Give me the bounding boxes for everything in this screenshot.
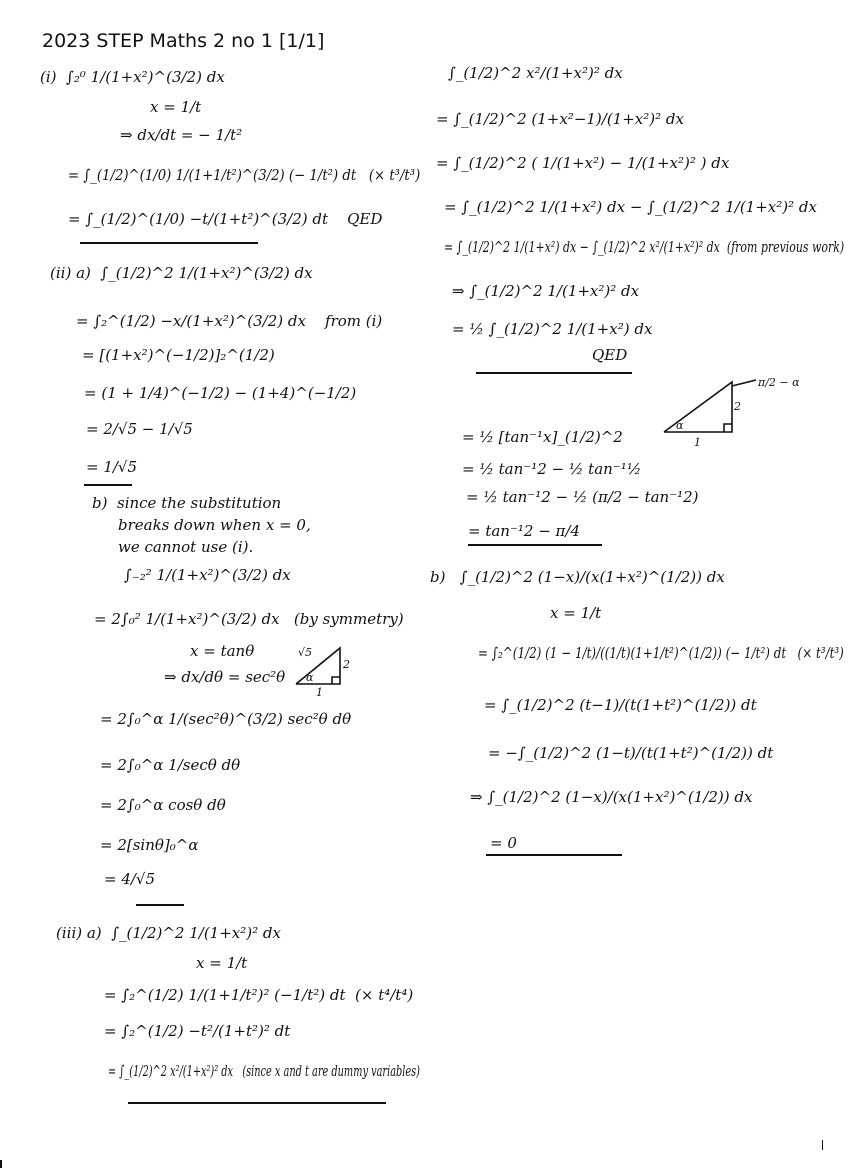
line-r3-2: = ∫₂^(1/2) (1 − 1/t)/((1/t)(1+1/t²)^(1/2)) (− 1/t²) dt (× t³/t³) — [478, 644, 844, 662]
line-l3a-4: = ∫_(1/2)^2 x²/(1+x²)² dx (since x and t are dummy variables) — [108, 1062, 421, 1080]
line-l1-4: = ∫_(1/2)^(1/0) −t/(1+t²)^(3/2) dt QED — [68, 210, 383, 228]
line-r1-3: = ∫_(1/2)^2 1/(1+x²) dx − ∫_(1/2)^2 1/(1+x²)² dx — [444, 198, 817, 216]
line-l1-2: ⇒ dx/dt = − 1/t² — [120, 126, 243, 144]
scan-mark-right — [822, 1140, 823, 1150]
line-l2b-8: = 2∫₀^α 1/secθ dθ — [100, 756, 241, 774]
line-l1-0: (i) ∫₂⁰ 1/(1+x²)^(3/2) dx — [40, 68, 225, 86]
line-l1-3: = ∫_(1/2)^(1/0) 1/(1+1/t²)^(3/2) (− 1/t²) dt (× t³/t³) — [68, 166, 421, 184]
line-r1-7: QED — [592, 346, 628, 364]
line-l2b-11: = 4/√5 — [104, 870, 156, 888]
line-l2a-4: = 2/√5 − 1/√5 — [86, 420, 193, 438]
line-r3-4: = −∫_(1/2)^2 (1−t)/(t(1+t²)^(1/2)) dt — [488, 744, 774, 762]
line-r3-5: ⇒ ∫_(1/2)^2 (1−x)/(x(1+x²)^(1/2)) dx — [470, 788, 753, 806]
triangle-2-angle-pointer — [732, 380, 756, 386]
triangle-1-adj-label: 1 — [316, 686, 323, 699]
line-r3-3: = ∫_(1/2)^2 (t−1)/(t(1+t²)^(1/2)) dt — [484, 696, 757, 714]
divider-1 — [80, 242, 258, 244]
line-l3a-1: x = 1/t — [196, 954, 248, 972]
triangle-2-outline — [664, 382, 732, 432]
right-triangle-diagram-1 — [292, 644, 352, 699]
line-r3-6: = 0 — [490, 834, 517, 852]
line-l2b-2: we cannot use (i). — [118, 538, 254, 556]
line-l2b-1: breaks down when x = 0, — [118, 516, 311, 534]
page-title: 2023 STEP Maths 2 no 1 [1/1] — [42, 30, 325, 52]
triangle-1-opp-label: 2 — [343, 658, 350, 671]
scan-mark-left — [0, 1160, 2, 1168]
triangle-2-opp-label: 2 — [734, 400, 741, 413]
triangle-2-right-angle — [724, 424, 732, 432]
line-r1-6: = ½ ∫_(1/2)^2 1/(1+x²) dx — [452, 320, 653, 338]
line-r1-2: = ∫_(1/2)^2 ( 1/(1+x²) − 1/(1+x²)² ) dx — [436, 154, 730, 172]
triangle-1-hyp-label: √5 — [298, 646, 313, 659]
divider-5 — [476, 372, 632, 374]
line-l2a-1: = ∫₂^(1/2) −x/(1+x²)^(3/2) dx from (i) — [76, 312, 383, 330]
line-r2-0: = ½ [tan⁻¹x]_(1/2)^2 — [462, 428, 623, 446]
line-r1-0: ∫_(1/2)^2 x²/(1+x²)² dx — [448, 64, 623, 82]
line-l2b-9: = 2∫₀^α cosθ dθ — [100, 796, 226, 814]
line-l2b-4: = 2∫₀² 1/(1+x²)^(3/2) dx (by symmetry) — [94, 610, 404, 628]
line-r1-4: = ∫_(1/2)^2 1/(1+x²) dx − ∫_(1/2)^2 x²/(1+x²)² dx (from previous work) — [444, 238, 845, 256]
line-l2a-5: = 1/√5 — [86, 458, 138, 476]
triangle-2-angle-top-label: π/2 − α — [758, 376, 800, 389]
divider-7 — [486, 854, 622, 856]
divider-6 — [468, 544, 602, 546]
line-l2b-5: x = tanθ — [190, 642, 255, 660]
triangle-1-angle-label: α — [306, 671, 314, 684]
line-l1-1: x = 1/t — [150, 98, 202, 116]
line-l2a-3: = (1 + 1/4)^(−1/2) − (1+4)^(−1/2) — [84, 384, 357, 402]
right-triangle-diagram-2 — [660, 376, 810, 449]
line-r3-0: b) ∫_(1/2)^2 (1−x)/(x(1+x²)^(1/2)) dx — [430, 568, 725, 586]
line-l2b-6: ⇒ dx/dθ = sec²θ — [164, 668, 286, 686]
line-l3a-3: = ∫₂^(1/2) −t²/(1+t²)² dt — [104, 1022, 291, 1040]
triangle-2-adj-label: 1 — [694, 436, 701, 449]
line-l2b-3: ∫₋₂² 1/(1+x²)^(3/2) dx — [124, 566, 291, 584]
divider-4 — [128, 1102, 386, 1104]
line-l2b-7: = 2∫₀^α 1/(sec²θ)^(3/2) sec²θ dθ — [100, 710, 352, 728]
line-l2a-2: = [(1+x²)^(−1/2)]₂^(1/2) — [82, 346, 275, 364]
divider-3 — [136, 904, 184, 906]
line-r2-1: = ½ tan⁻¹2 − ½ tan⁻¹½ — [462, 460, 642, 478]
line-l3a-0: (iii) a) ∫_(1/2)^2 1/(1+x²)² dx — [56, 924, 281, 942]
line-l2b-10: = 2[sinθ]₀^α — [100, 836, 199, 854]
line-r2-3: = tan⁻¹2 − π/4 — [468, 522, 581, 540]
line-r1-5: ⇒ ∫_(1/2)^2 1/(1+x²)² dx — [452, 282, 640, 300]
line-r2-2: = ½ tan⁻¹2 − ½ (π/2 − tan⁻¹2) — [466, 488, 699, 506]
triangle-2-angle-label: α — [676, 419, 684, 432]
line-l2b-0: b) since the substitution — [92, 494, 282, 512]
line-r3-1: x = 1/t — [550, 604, 602, 622]
line-l2a-0: (ii) a) ∫_(1/2)^2 1/(1+x²)^(3/2) dx — [50, 264, 313, 282]
line-l3a-2: = ∫₂^(1/2) 1/(1+1/t²)² (−1/t²) dt (× t⁴/t⁴) — [104, 986, 414, 1004]
triangle-1-right-angle — [332, 677, 340, 684]
divider-2 — [84, 484, 132, 486]
line-r1-1: = ∫_(1/2)^2 (1+x²−1)/(1+x²)² dx — [436, 110, 684, 128]
